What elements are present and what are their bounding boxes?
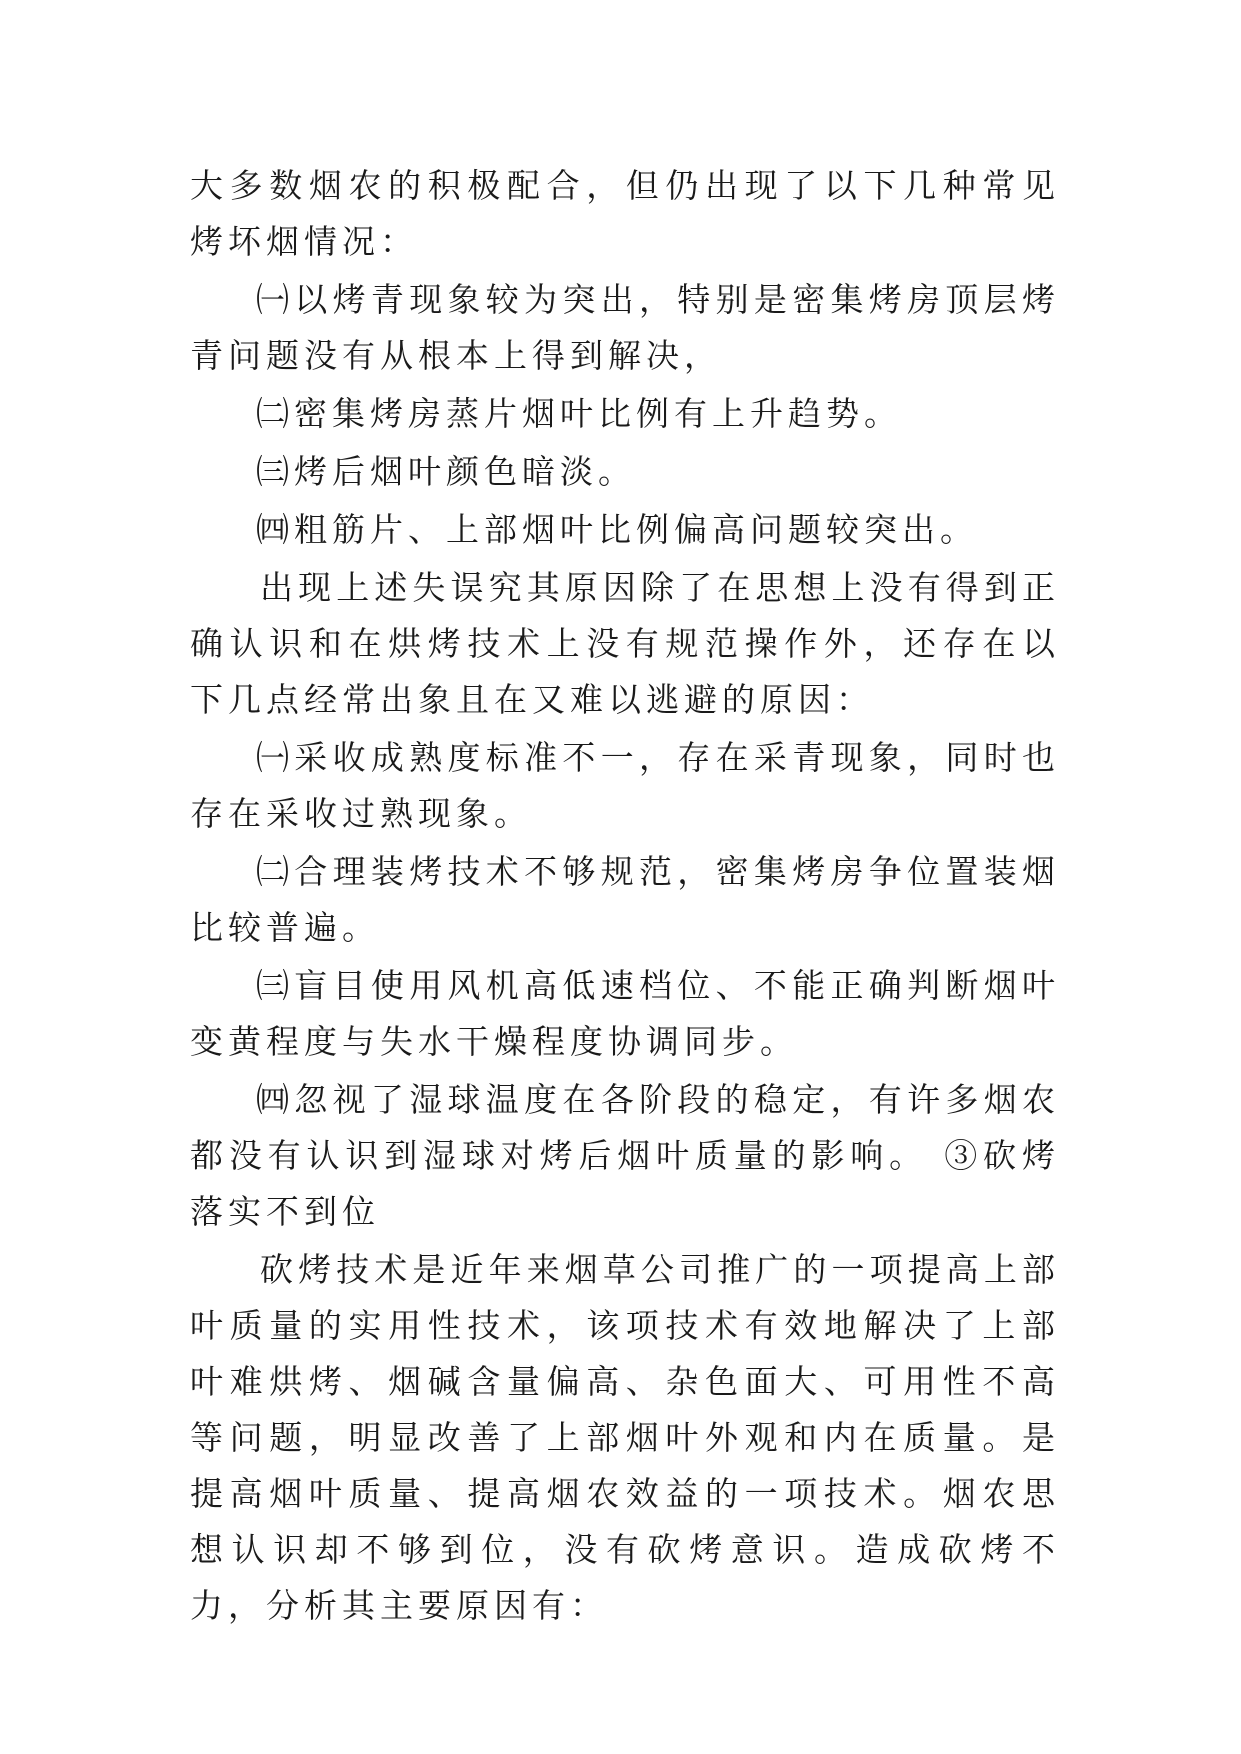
paragraph-cause-item-2: ㈡合理装烤技术不够规范，密集烤房争位置装烟比较普遍。 xyxy=(190,852,1060,947)
paragraph-continuation: 大多数烟农的积极配合，但仍出现了以下几种常见烤坏烟情况： xyxy=(190,166,1060,261)
paragraph-list-item-2: ㈡密集烤房蒸片烟叶比例有上升趋势。 xyxy=(256,394,902,433)
paragraph-topping-curing: 砍烤技术是近年来烟草公司推广的一项提高上部叶质量的实用性技术，该项技术有效地解决了上部叶难烘烤、烟碱含量偏高、杂色面大、可用性不高等问题，明显改善了上部烟叶外观和内在质量。是提高烟叶质量、提高烟农效益的一项技术。烟农思想认识却不够到位，没有砍烤意识。造成砍烤不力，分析其主要原因有： xyxy=(190,1250,1060,1625)
paragraph-cause-intro: 出现上述失误究其原因除了在思想上没有得到正确认识和在烘烤技术上没有规范操作外，还存在以下几点经常出象且在又难以逃避的原因： xyxy=(190,568,1060,719)
paragraph-cause-item-4: ㈣忽视了湿球温度在各阶段的稳定，有许多烟农都没有认识到湿球对烤后烟叶质量的影响。 ③砍烤落实不到位 xyxy=(190,1080,1060,1231)
paragraph-list-item-3: ㈢烤后烟叶颜色暗淡。 xyxy=(256,452,636,491)
document-body xyxy=(190,158,1060,1636)
paragraph-cause-item-3: ㈢盲目使用风机高低速档位、不能正确判断烟叶变黄程度与失水干燥程度协调同步。 xyxy=(190,966,1060,1061)
paragraph-list-item-4: ㈣粗筋片、上部烟叶比例偏高问题较突出。 xyxy=(256,510,978,549)
paragraph-cause-item-1: ㈠采收成熟度标准不一，存在采青现象，同时也存在采收过熟现象。 xyxy=(190,738,1060,833)
paragraph-list-item-1: ㈠以烤青现象较为突出，特别是密集烤房顶层烤青问题没有从根本上得到解决， xyxy=(190,280,1060,375)
